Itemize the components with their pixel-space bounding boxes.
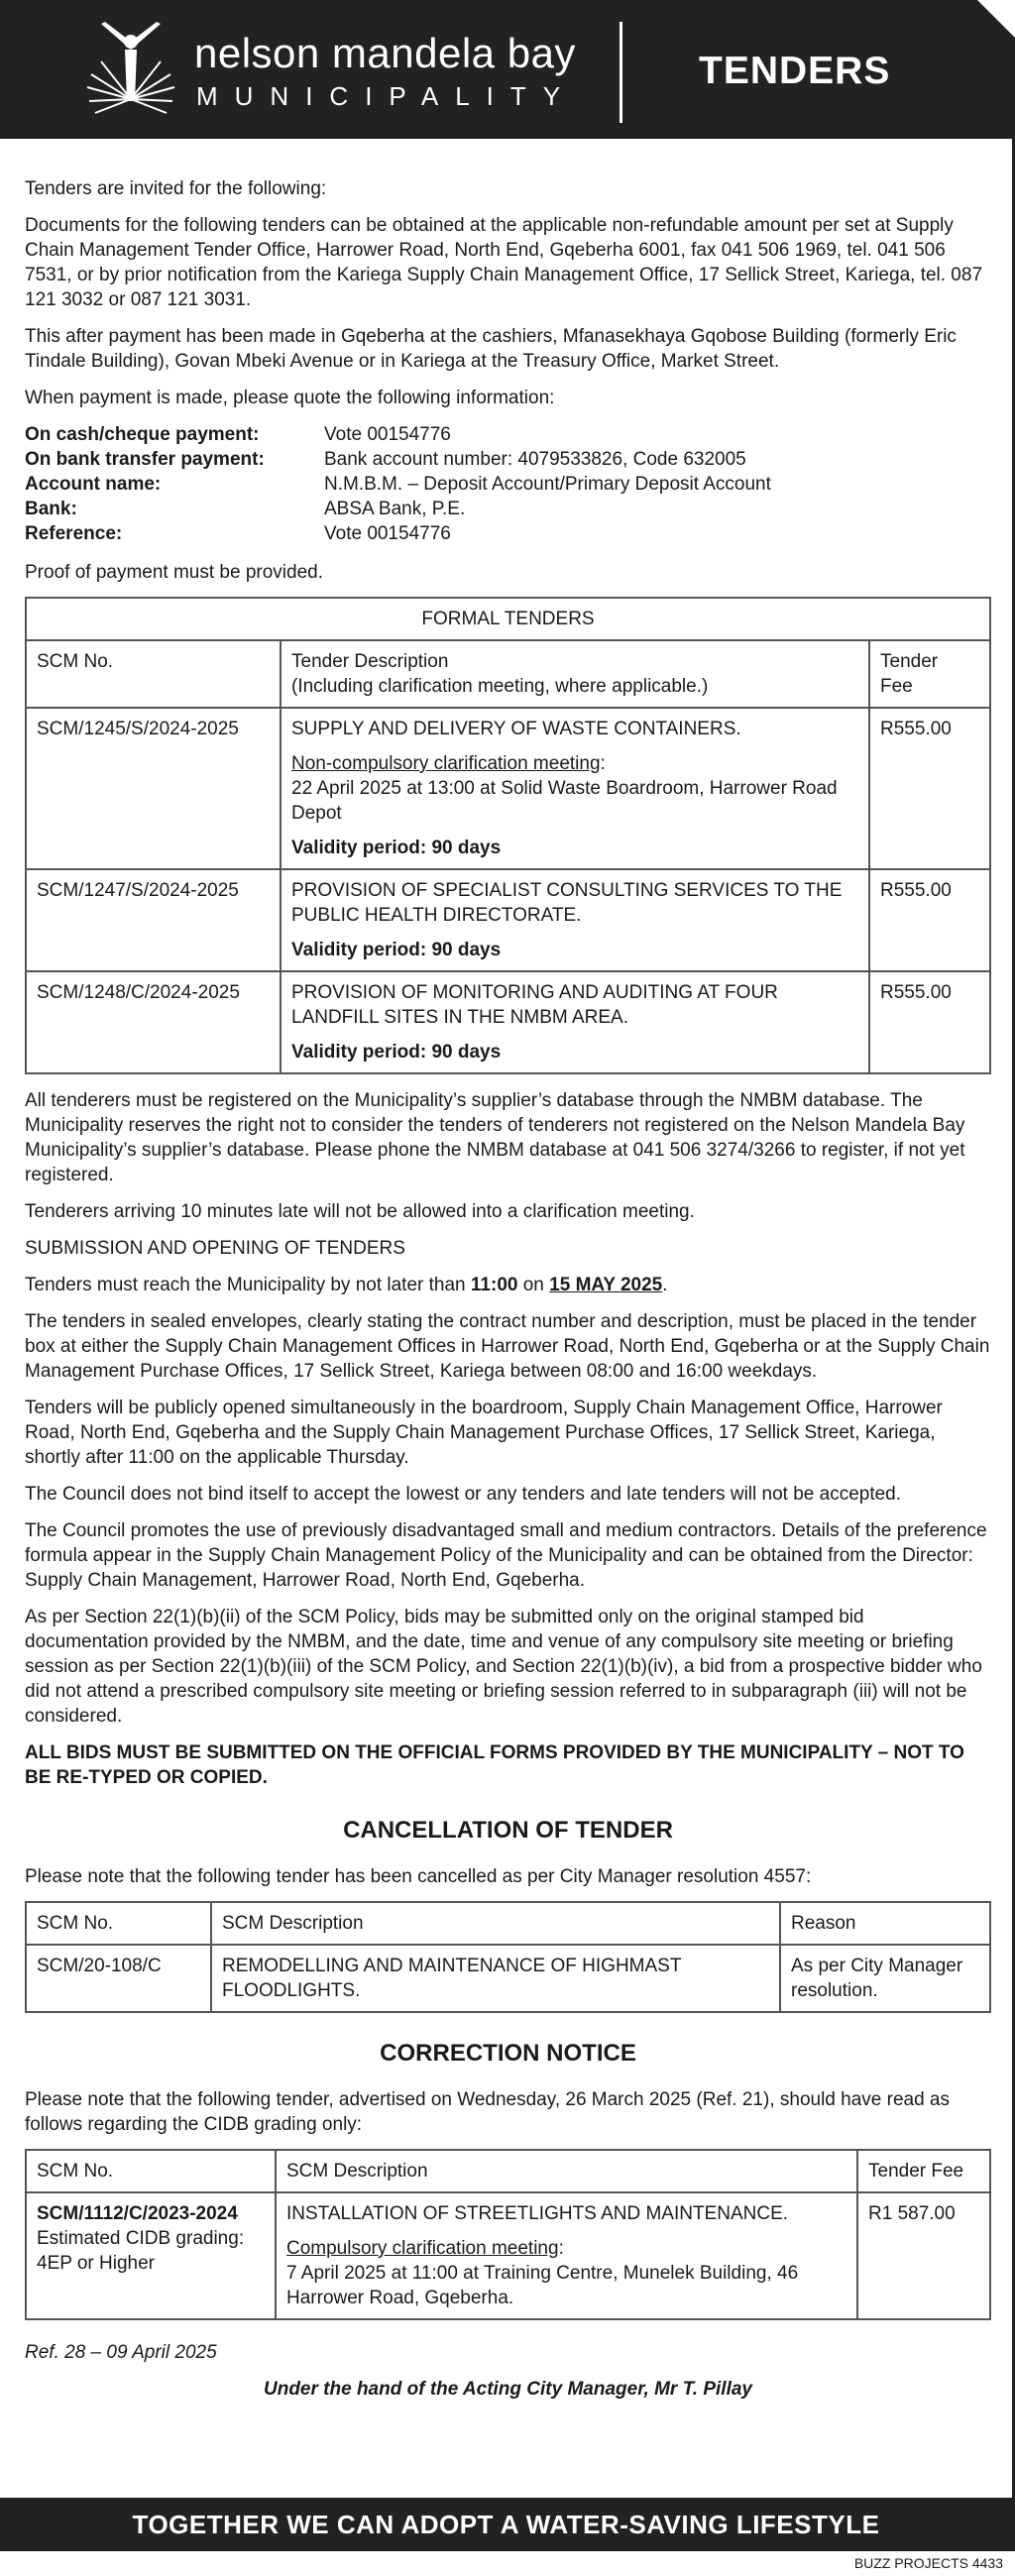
signature-text: Under the hand of the Acting City Manager, Mr T. Pillay xyxy=(264,2379,752,2400)
tender-description xyxy=(281,971,869,1073)
column-header-sub: Fee xyxy=(880,676,913,697)
payment-value: ABSA Bank, P.E. xyxy=(324,499,466,519)
column-header xyxy=(869,640,990,708)
preference-text: The Council promotes the use of previously disadvantaged small and medium contractors. Details of the preference formula appear in the Supply Chain Management Policy of the Municipality and can be obtained from the Director: Supply Chain Management, Harrower Road, North End, Gqeberha. xyxy=(25,1520,987,1591)
tender-fee: R555.00 xyxy=(869,708,990,869)
deadline-pre: Tenders must reach the Municipality by not later than xyxy=(25,1275,471,1295)
validity-period: Validity period: 90 days xyxy=(291,838,502,858)
scm-number: SCM/1245/S/2024-2025 xyxy=(26,708,281,869)
payment-location-text: This after payment has been made in Gqeberha at the cashiers, Mfanasekhaya Gqobose Building (formerly Eric Tindale Building), Govan Mbeki Avenue or in Kariega at the Treasury Office, Market Street. xyxy=(25,326,957,372)
table-row xyxy=(26,869,990,971)
tender-fee: R555.00 xyxy=(869,869,990,971)
formal-tenders-table xyxy=(25,597,991,1074)
header-divider xyxy=(620,22,622,123)
scm-number: SCM/1112/C/2023-2024 xyxy=(37,2203,238,2224)
meeting-text: 7 April 2025 at 11:00 at Training Centre, Munelek Building, 46 Harrower Road, Gqeberha. xyxy=(286,2263,799,2308)
agency-credit: BUZZ PROJECTS 4433 xyxy=(853,2555,1003,2571)
brand-name: nelson mandela bay xyxy=(194,30,576,76)
brand-subtitle: MUNICIPALITY xyxy=(196,81,578,111)
intro-text: Tenders are invited for the following: xyxy=(25,178,327,199)
validity-period: Validity period: 90 days xyxy=(291,1042,502,1063)
footer-slogan: TOGETHER WE CAN ADOPT A WATER-SAVING LIFESTYLE xyxy=(132,2510,880,2539)
notice-body xyxy=(25,176,991,2413)
official-forms-text: ALL BIDS MUST BE SUBMITTED ON THE OFFICIAL FORMS PROVIDED BY THE MUNICIPALITY – NOT TO BE RE-TYPED OR COPIED. xyxy=(25,1742,964,1788)
validity-period: Validity period: 90 days xyxy=(291,940,502,960)
payment-quote-text: When payment is made, please quote the following information: xyxy=(25,388,555,408)
payment-value: Vote 00154776 xyxy=(324,523,451,544)
payment-row xyxy=(25,447,771,472)
table-row xyxy=(26,971,990,1073)
table-row xyxy=(26,1945,990,2012)
payment-value: N.M.B.M. – Deposit Account/Primary Deposit Account xyxy=(324,474,771,495)
cancellation-table xyxy=(25,1901,991,2013)
cancellation-intro: Please note that the following tender has been cancelled as per City Manager resolution 4557: xyxy=(25,1866,812,1887)
payment-row xyxy=(25,472,771,497)
payment-row xyxy=(25,521,771,546)
scm-number: SCM/1247/S/2024-2025 xyxy=(26,869,281,971)
payment-row xyxy=(25,497,771,521)
tender-description xyxy=(281,869,869,971)
scm-number: SCM/20-108/C xyxy=(26,1945,211,2012)
tender-fee: R1 587.00 xyxy=(857,2192,990,2319)
column-header-main: Tender xyxy=(880,651,939,672)
table-title: FORMAL TENDERS xyxy=(26,598,990,640)
tender-description xyxy=(281,708,869,869)
payment-row xyxy=(25,422,771,447)
column-header: SCM No. xyxy=(26,1902,211,1945)
municipality-logo-icon xyxy=(81,20,180,119)
tender-title: SUPPLY AND DELIVERY OF WASTE CONTAINERS. xyxy=(291,719,741,739)
deadline-text xyxy=(25,1273,991,1297)
tender-fee: R555.00 xyxy=(869,971,990,1073)
documents-text: Documents for the following tenders can be obtained at the applicable non-refundable amount per set at Supply Chain Management Tender Office, Harrower Road, North End, Gqeberha 6001, fax 041 506 1969, tel. 041 506 7531, or by prior notification from the Kariega Supply Chain Management Office, 17 Sellick Street, Kariega, tel. 087 121 3032 or 087 121 3031. xyxy=(25,215,983,310)
payment-value: Vote 00154776 xyxy=(324,424,451,445)
corner-fold xyxy=(977,0,1015,38)
column-header: Reason xyxy=(780,1902,990,1945)
column-header-main: Tender Description xyxy=(291,651,449,672)
column-header: SCM Description xyxy=(276,2150,857,2192)
table-header-row xyxy=(26,640,990,708)
meeting-text: 22 April 2025 at 13:00 at Solid Waste Boardroom, Harrower Road Depot xyxy=(291,778,838,824)
column-header: SCM No. xyxy=(26,2150,276,2192)
table-row xyxy=(26,708,990,869)
public-opening-text: Tenders will be publicly opened simultaneously in the boardroom, Supply Chain Management Office, Harrower Road, North End, Gqeberha and the Supply Chain Management Purchase Offices, 17 Sellick Street, Kariega, shortly after 11:00 on the applicable Thursday. xyxy=(25,1398,943,1468)
scm-number-cell xyxy=(26,2192,276,2319)
payment-label: On bank transfer payment: xyxy=(25,449,265,470)
payment-label: Account name: xyxy=(25,474,162,495)
column-header xyxy=(281,640,869,708)
deadline-time: 11:00 xyxy=(470,1275,518,1295)
section-text: As per Section 22(1)(b)(ii) of the SCM Policy, bids may be submitted only on the original stamped bid documentation provided by the NMBM, and the date, time and venue of any compulsory site meeting or briefing session as per Section 22(1)(b)(iii) of the SCM Policy, and Section 22(1)(b)(iv), a bid from a prospective bidder who did not attend a prescribed compulsory site meeting or briefing session referred to in subparagraph (iii) will not be considered. xyxy=(25,1607,982,1727)
submission-heading: SUBMISSION AND OPENING OF TENDERS xyxy=(25,1238,405,1259)
payment-label: Bank: xyxy=(25,499,77,519)
reference-text: Ref. 28 – 09 April 2025 xyxy=(25,2342,217,2363)
payment-value: Bank account number: 4079533826, Code 632005 xyxy=(324,449,746,470)
deadline-post: . xyxy=(662,1275,668,1295)
cancellation-reason: As per City Manager resolution. xyxy=(780,1945,990,2012)
meeting-label-text: Compulsory clarification meeting xyxy=(286,2238,559,2259)
registration-text: All tenderers must be registered on the Municipality’s supplier’s database through the NMBM database. The Municipality reserves the right not to consider the tenders of tenderers not registered on the Nelson Mandela Bay Municipality’s supplier’s database. Please phone the NMBM database at 041 506 3274/3266 to register, if not yet registered. xyxy=(25,1090,965,1185)
late-text: Tenderers arriving 10 minutes late will not be allowed into a clarification meeting. xyxy=(25,1201,695,1222)
scm-number: SCM/1248/C/2024-2025 xyxy=(26,971,281,1073)
payment-label: Reference: xyxy=(25,523,123,544)
payment-details xyxy=(25,422,771,546)
council-text: The Council does not bind itself to accept the lowest or any tenders and late tenders will not be accepted. xyxy=(25,1484,902,1505)
footer-banner xyxy=(0,2498,1015,2551)
meeting-label: Compulsory clarification meeting: xyxy=(286,2238,564,2259)
column-header: SCM No. xyxy=(26,640,281,708)
page-title: TENDERS xyxy=(699,50,891,92)
deadline-date: 15 MAY 2025 xyxy=(549,1275,663,1295)
correction-heading: CORRECTION NOTICE xyxy=(380,2040,636,2067)
meeting-label-text: Non-compulsory clarification meeting xyxy=(291,753,601,774)
column-header: SCM Description xyxy=(211,1902,780,1945)
tender-title: INSTALLATION OF STREETLIGHTS AND MAINTENANCE. xyxy=(286,2203,789,2224)
column-header-sub: (Including clarification meeting, where applicable.) xyxy=(291,676,709,697)
correction-table xyxy=(25,2149,991,2320)
table-header-row xyxy=(26,2150,990,2192)
proof-text: Proof of payment must be provided. xyxy=(25,562,323,583)
deadline-mid: on xyxy=(517,1275,550,1295)
scm-description xyxy=(276,2192,857,2319)
sealed-envelopes-text: The tenders in sealed envelopes, clearly stating the contract number and description, must be placed in the tender box at either the Supply Chain Management Offices in Harrower Road, North End, Gqeberha or at the Supply Chain Management Purchase Offices, 17 Sellick Street, Kariega between 08:00 and 16:00 weekdays. xyxy=(25,1311,990,1382)
cidb-grading: Estimated CIDB grading: 4EP or Higher xyxy=(37,2228,245,2274)
payment-label: On cash/cheque payment: xyxy=(25,424,260,445)
correction-intro: Please note that the following tender, advertised on Wednesday, 26 March 2025 (Ref. 21), should have read as follows regarding the CIDB grading only: xyxy=(25,2089,950,2135)
meeting-label: Non-compulsory clarification meeting: xyxy=(291,753,606,774)
column-header: Tender Fee xyxy=(857,2150,990,2192)
page-header xyxy=(0,0,1015,139)
scm-description: REMODELLING AND MAINTENANCE OF HIGHMAST FLOODLIGHTS. xyxy=(211,1945,780,2012)
tender-title: PROVISION OF MONITORING AND AUDITING AT FOUR LANDFILL SITES IN THE NMBM AREA. xyxy=(291,982,778,1028)
tender-title: PROVISION OF SPECIALIST CONSULTING SERVICES TO THE PUBLIC HEALTH DIRECTORATE. xyxy=(291,880,843,926)
table-header-row xyxy=(26,1902,990,1945)
table-row xyxy=(26,2192,990,2319)
cancellation-heading: CANCELLATION OF TENDER xyxy=(343,1817,673,1844)
